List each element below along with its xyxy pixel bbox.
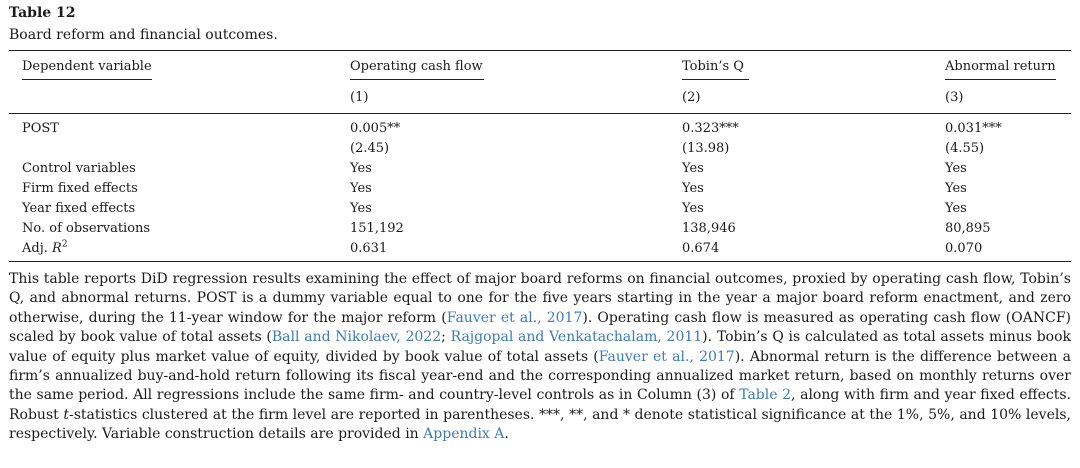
table-top-rule: [9, 50, 1071, 51]
header-underline: [22, 79, 152, 80]
cell-firm-fe-3: Yes: [945, 181, 967, 196]
t-statistic-symbol: t: [63, 406, 69, 423]
r-symbol: R: [52, 241, 62, 256]
row-label-firm-fe: Firm fixed effects: [22, 181, 138, 196]
cell-tstat-2: (13.98): [682, 141, 730, 156]
header-dependent-variable: Dependent variable: [22, 59, 152, 74]
notes-text: -statistics clustered at the firm level are reported in parentheses. ***, **, and * denote statistical significance at the 1%, 5%, and 10% levels, respectively. Variable construction details are provided in: [9, 406, 1071, 443]
table-caption: Board reform and financial outcomes.: [9, 27, 278, 43]
notes-text: , along with firm and year fixed effects. Robust: [9, 387, 1072, 423]
cell-obs-3: 80,895: [945, 221, 991, 236]
cell-tstat-1: (2.45): [350, 141, 390, 156]
table-2-link[interactable]: Table 2: [739, 387, 792, 404]
row-label-controls: Control variables: [22, 161, 136, 176]
header-underline: [945, 79, 1056, 80]
col-number-3: (3): [945, 90, 964, 105]
header-underline: [682, 79, 749, 80]
citation-link[interactable]: Fauver et al., 2017: [598, 348, 735, 365]
table-bottom-rule: [9, 261, 1071, 262]
citation-link[interactable]: Ball and Nikolaev, 2022: [271, 329, 442, 346]
col-number-2: (2): [682, 90, 701, 105]
notes-text: ). Tobin’s Q is calculated as total assets minus book value of equity plus market value of equity, divided by book value of total assets (: [9, 329, 1072, 365]
header-col-3: Abnormal return: [945, 59, 1056, 74]
cell-controls-1: Yes: [350, 161, 372, 176]
cell-tstat-3: (4.55): [945, 141, 985, 156]
cell-firm-fe-1: Yes: [350, 181, 372, 196]
notes-text: This table reports DiD regression results examining the effect of major board reforms on financial outcomes, proxied by operating cash flow, Tobin’s Q, and abnormal returns. POST is a dummy variable equal to one for the five years starting in the year a major board reform enactment, and zero otherwise, during the 11-year window for the major reform (: [9, 271, 1071, 326]
header-col-1: Operating cash flow: [350, 59, 483, 74]
table-header-rule: [9, 113, 1071, 114]
cell-adj-r2-1: 0.631: [350, 241, 388, 256]
row-label-post: POST: [22, 121, 59, 136]
table-notes: [9, 270, 1071, 445]
col-number-1: (1): [350, 90, 369, 105]
notes-text: .: [504, 426, 509, 443]
cell-adj-r2-2: 0.674: [682, 241, 720, 256]
cell-firm-fe-2: Yes: [682, 181, 704, 196]
cell-year-fe-2: Yes: [682, 201, 704, 216]
header-underline: [350, 79, 484, 80]
cell-year-fe-3: Yes: [945, 201, 967, 216]
cell-obs-2: 138,946: [682, 221, 736, 236]
notes-text: ;: [441, 329, 451, 346]
cell-adj-r2-3: 0.070: [945, 241, 983, 256]
cell-post-3: 0.031***: [945, 121, 1002, 136]
r-superscript: 2: [61, 239, 68, 250]
row-label-observations: No. of observations: [22, 221, 151, 236]
cell-controls-2: Yes: [682, 161, 704, 176]
header-col-2: Tobin’s Q: [682, 59, 744, 74]
cell-year-fe-1: Yes: [350, 201, 372, 216]
citation-link[interactable]: Rajgopal and Venkatachalam, 2011: [450, 329, 703, 346]
cell-post-1: 0.005**: [350, 121, 401, 136]
appendix-a-link[interactable]: Appendix A: [423, 426, 505, 443]
cell-obs-1: 151,192: [350, 221, 404, 236]
cell-controls-3: Yes: [945, 161, 967, 176]
citation-link[interactable]: Fauver et al., 2017: [446, 309, 583, 326]
cell-post-2: 0.323***: [682, 121, 739, 136]
row-label-adj-r2: [22, 241, 68, 257]
notes-text: ). Operating cash flow is measured as operating cash flow (OANCF) scaled by book value of total assets (: [9, 309, 1071, 346]
row-label-year-fe: Year fixed effects: [22, 201, 136, 216]
notes-text: ). Abnormal return is the difference between a firm’s annualized buy-and-hold return following its fiscal year-end and the corresponding annualized market return, based on monthly returns over the same period. All regressions include the same firm- and country-level controls as in Column (3) of: [9, 348, 1071, 404]
adj-label: Adj.: [22, 241, 53, 256]
table-number: Table 12: [9, 5, 76, 21]
